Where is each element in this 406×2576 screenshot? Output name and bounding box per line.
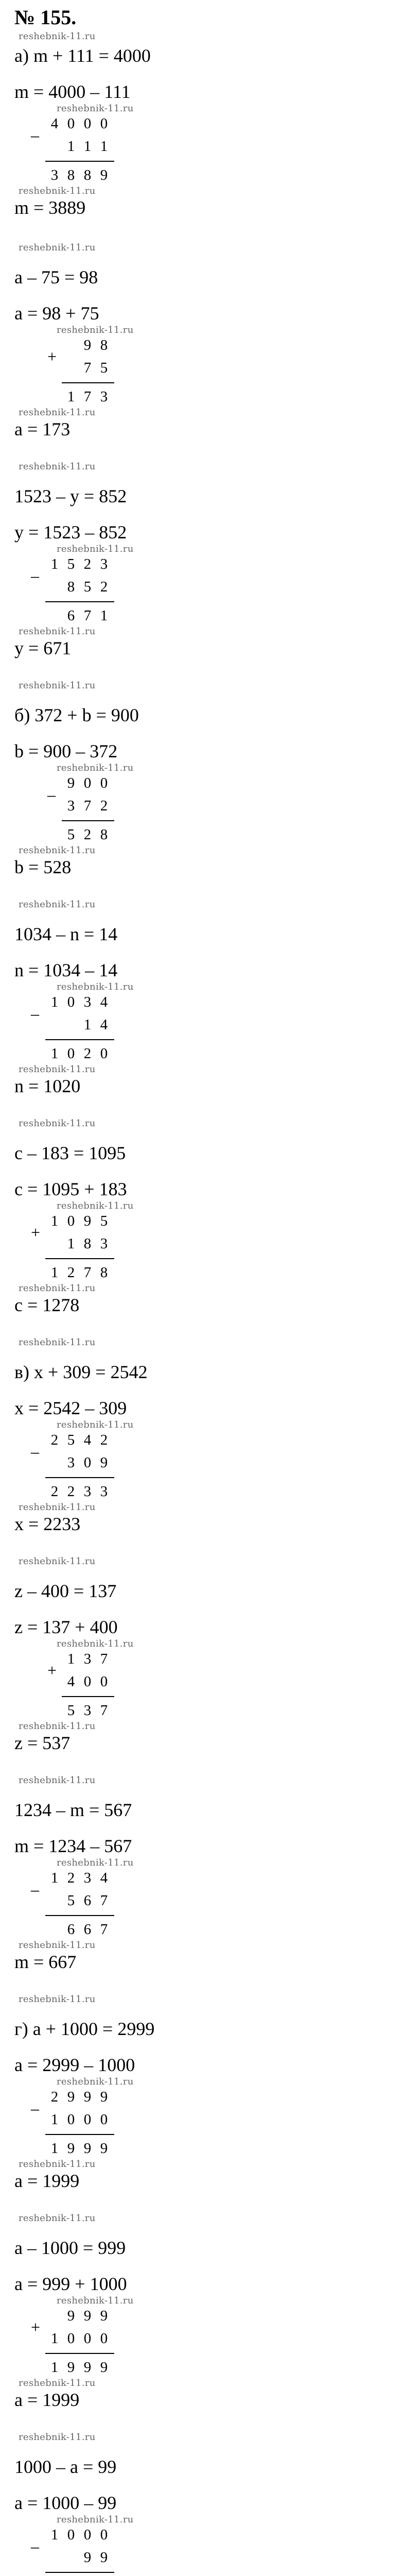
digit: 1 <box>83 138 92 155</box>
digit: 0 <box>100 2527 108 2543</box>
watermark-text: reshebnik-11.ru <box>19 461 96 472</box>
watermark-text: reshebnik-11.ru <box>19 1721 96 1732</box>
digit: 9 <box>83 2089 92 2105</box>
digit: 7 <box>83 1264 92 1281</box>
equation-line: a = 98 + 75 <box>14 303 99 324</box>
sum-line <box>45 2353 114 2354</box>
watermark-text: reshebnik-11.ru <box>57 1200 134 1211</box>
sum-line <box>45 1039 114 1040</box>
watermark-text: reshebnik-11.ru <box>19 1775 96 1786</box>
watermark-text: reshebnik-11.ru <box>19 1283 96 1294</box>
problem-title: № 155. <box>14 6 77 29</box>
digit: 6 <box>67 1921 75 1938</box>
digit: 2 <box>83 1045 92 1062</box>
digit: 5 <box>67 1892 75 1909</box>
watermark-text: reshebnik-11.ru <box>19 899 96 910</box>
digit: 9 <box>83 2140 92 2157</box>
digit: 2 <box>50 1432 59 1448</box>
equation-line: b = 528 <box>14 857 72 877</box>
digit: 3 <box>83 1651 92 1667</box>
sum-line <box>62 820 114 821</box>
digit: 1 <box>50 2330 59 2347</box>
minus-sign: – <box>47 785 56 804</box>
digit: 7 <box>100 1702 108 1719</box>
equation-line: a = 173 <box>14 419 70 439</box>
watermark-text: reshebnik-11.ru <box>19 1118 96 1129</box>
digit: 2 <box>83 556 92 572</box>
equation-line: г) a + 1000 = 2999 <box>14 2019 155 2039</box>
digit: 9 <box>100 2089 108 2105</box>
digit: 1 <box>50 2111 59 2128</box>
equation-line: m = 4000 – 111 <box>14 81 131 102</box>
digit: 2 <box>50 1483 59 1500</box>
digit: 1 <box>50 1264 59 1281</box>
equation-line: y = 671 <box>14 638 72 658</box>
digit: 5 <box>67 826 75 843</box>
digit: 0 <box>100 1673 108 1690</box>
watermark-text: reshebnik-11.ru <box>57 544 134 554</box>
digit: 4 <box>100 1870 108 1886</box>
equation-line: a = 2999 – 1000 <box>14 2055 135 2075</box>
minus-sign: – <box>31 1004 39 1023</box>
digit: 7 <box>83 388 92 405</box>
digit: 1 <box>50 2359 59 2376</box>
sum-line <box>45 601 114 602</box>
watermark-text: reshebnik-11.ru <box>57 2076 134 2087</box>
digit: 2 <box>50 2089 59 2105</box>
digit: 0 <box>100 775 108 791</box>
watermark-text: reshebnik-11.ru <box>57 1419 134 1430</box>
digit: 0 <box>67 994 75 1010</box>
sum-line <box>45 2134 114 2135</box>
digit: 6 <box>83 1921 92 1938</box>
digit: 9 <box>67 2089 75 2105</box>
digit: 5 <box>67 1432 75 1448</box>
digit: 0 <box>100 115 108 132</box>
digit: 5 <box>100 1213 108 1229</box>
digit: 3 <box>83 994 92 1010</box>
digit: 3 <box>67 798 75 814</box>
digit: 0 <box>83 2527 92 2543</box>
digit: 0 <box>100 2330 108 2347</box>
sum-line <box>62 382 114 383</box>
plus-sign: + <box>47 347 57 366</box>
equation-line: 1034 – n = 14 <box>14 924 118 944</box>
watermark-text: reshebnik-11.ru <box>19 1502 96 1513</box>
digit: 1 <box>50 1045 59 1062</box>
digit: 7 <box>100 1921 108 1938</box>
digit: 0 <box>67 2330 75 2347</box>
digit: 5 <box>67 1702 75 1719</box>
watermark-text: reshebnik-11.ru <box>19 31 96 42</box>
sum-line <box>62 1696 114 1697</box>
digit: 9 <box>100 2140 108 2157</box>
digit: 9 <box>83 2549 92 2566</box>
digit: 7 <box>100 1651 108 1667</box>
digit: 7 <box>83 607 92 624</box>
digit: 8 <box>83 1235 92 1252</box>
equation-line: z = 537 <box>14 1733 70 1753</box>
digit: 1 <box>50 2527 59 2543</box>
digit: 0 <box>67 2111 75 2128</box>
digit: 2 <box>100 798 108 814</box>
equation-line: m = 1234 – 567 <box>14 1836 132 1856</box>
digit: 1 <box>67 1235 75 1252</box>
equation-line: z = 137 + 400 <box>14 1617 118 1637</box>
digit: 0 <box>100 1045 108 1062</box>
watermark-text: reshebnik-11.ru <box>19 2159 96 2170</box>
digit: 9 <box>83 2308 92 2324</box>
digit: 1 <box>50 2140 59 2157</box>
watermark-text: reshebnik-11.ru <box>19 1556 96 1567</box>
digit: 9 <box>67 2308 75 2324</box>
digit: 1 <box>67 138 75 155</box>
equation-line: б) 372 + b = 900 <box>14 705 139 725</box>
equation-line: в) x + 309 = 2542 <box>14 1362 148 1382</box>
digit: 9 <box>67 2140 75 2157</box>
digit: 1 <box>100 607 108 624</box>
equation-line: 1234 – m = 567 <box>14 1800 132 1820</box>
minus-sign: – <box>31 2537 39 2555</box>
digit: 1 <box>67 388 75 405</box>
minus-sign: – <box>31 1442 39 1461</box>
digit: 0 <box>100 2111 108 2128</box>
digit: 0 <box>67 1045 75 1062</box>
digit: 9 <box>83 1213 92 1229</box>
digit: 1 <box>50 994 59 1010</box>
watermark-text: reshebnik-11.ru <box>19 185 96 196</box>
digit: 0 <box>83 1454 92 1471</box>
digit: 8 <box>100 826 108 843</box>
watermark-text: reshebnik-11.ru <box>19 626 96 637</box>
sum-line <box>45 1258 114 1259</box>
equation-line: a = 1999 <box>14 2171 80 2191</box>
sum-line <box>45 1915 114 1916</box>
minus-sign: – <box>31 126 39 144</box>
equation-line: c = 1278 <box>14 1295 80 1315</box>
digit: 9 <box>100 2549 108 2566</box>
watermark-text: reshebnik-11.ru <box>57 103 134 114</box>
digit: 0 <box>83 2330 92 2347</box>
digit: 0 <box>83 775 92 791</box>
equation-line: a = 999 + 1000 <box>14 2274 127 2294</box>
digit: 3 <box>67 1454 75 1471</box>
digit: 5 <box>100 360 108 376</box>
watermark-text: reshebnik-11.ru <box>19 1064 96 1075</box>
watermark-text: reshebnik-11.ru <box>19 1940 96 1951</box>
digit: 2 <box>83 826 92 843</box>
digit: 3 <box>83 1870 92 1886</box>
watermark-text: reshebnik-11.ru <box>19 845 96 856</box>
digit: 1 <box>67 1651 75 1667</box>
digit: 2 <box>100 1432 108 1448</box>
digit: 9 <box>83 337 92 353</box>
plus-sign: + <box>31 2318 41 2336</box>
equation-line: m = 667 <box>14 1952 77 1972</box>
digit: 0 <box>83 2111 92 2128</box>
digit: 4 <box>67 1673 75 1690</box>
watermark-text: reshebnik-11.ru <box>19 680 96 691</box>
equation-line: b = 900 – 372 <box>14 741 118 761</box>
watermark-text: reshebnik-11.ru <box>57 762 134 773</box>
plus-sign: + <box>31 1223 41 1242</box>
watermark-text: reshebnik-11.ru <box>57 325 134 335</box>
watermark-text: reshebnik-11.ru <box>19 2432 96 2443</box>
equation-line: m = 3889 <box>14 197 86 218</box>
equation-line: c = 1095 + 183 <box>14 1179 127 1199</box>
digit: 9 <box>100 2359 108 2376</box>
digit: 2 <box>67 1264 75 1281</box>
watermark-text: reshebnik-11.ru <box>57 1638 134 1649</box>
digit: 8 <box>100 337 108 353</box>
digit: 4 <box>83 1432 92 1448</box>
digit: 7 <box>83 360 92 376</box>
digit: 0 <box>83 115 92 132</box>
minus-sign: – <box>31 566 39 585</box>
equation-line: а) m + 111 = 4000 <box>14 45 151 66</box>
digit: 1 <box>50 1213 59 1229</box>
equation-line: a – 75 = 98 <box>14 267 98 287</box>
watermark-text: reshebnik-11.ru <box>57 1857 134 1868</box>
digit: 3 <box>100 388 108 405</box>
digit: 1 <box>83 1016 92 1033</box>
equation-line: n = 1034 – 14 <box>14 960 118 980</box>
equation-line: 1523 – y = 852 <box>14 486 127 506</box>
digit: 1 <box>50 556 59 572</box>
equation-line: z – 400 = 137 <box>14 1581 117 1601</box>
digit: 5 <box>67 556 75 572</box>
digit: 8 <box>83 167 92 183</box>
sum-line <box>45 1477 114 1478</box>
equation-line: a = 1999 <box>14 2389 80 2410</box>
digit: 4 <box>100 1016 108 1033</box>
digit: 8 <box>67 579 75 595</box>
equation-line: n = 1020 <box>14 1076 81 1096</box>
digit: 1 <box>50 1870 59 1886</box>
digit: 0 <box>83 1673 92 1690</box>
equation-line: 1000 – a = 99 <box>14 2456 117 2477</box>
watermark-text: reshebnik-11.ru <box>57 981 134 992</box>
digit: 3 <box>100 556 108 572</box>
equation-line: x = 2542 – 309 <box>14 1398 127 1418</box>
sum-line <box>45 2572 114 2573</box>
equation-line: x = 2233 <box>14 1514 81 1534</box>
digit: 8 <box>67 167 75 183</box>
digit: 8 <box>100 1264 108 1281</box>
equation-line: a = 1000 – 99 <box>14 2493 117 2513</box>
minus-sign: – <box>31 2099 39 2117</box>
digit: 4 <box>50 115 59 132</box>
watermark-text: reshebnik-11.ru <box>19 2213 96 2224</box>
equation-line: y = 1523 – 852 <box>14 522 127 543</box>
digit: 1 <box>100 138 108 155</box>
watermark-text: reshebnik-11.ru <box>19 242 96 253</box>
watermark-text: reshebnik-11.ru <box>19 1994 96 2005</box>
digit: 7 <box>100 1892 108 1909</box>
digit: 4 <box>100 994 108 1010</box>
digit: 2 <box>100 579 108 595</box>
digit: 9 <box>83 2359 92 2376</box>
digit: 3 <box>100 1235 108 1252</box>
watermark-text: reshebnik-11.ru <box>19 2378 96 2388</box>
digit: 3 <box>83 1702 92 1719</box>
equation-line: a – 1000 = 999 <box>14 2238 126 2258</box>
digit: 5 <box>83 579 92 595</box>
equation-line: c – 183 = 1095 <box>14 1143 126 1163</box>
digit: 7 <box>83 798 92 814</box>
sum-line <box>45 161 114 162</box>
digit: 0 <box>67 115 75 132</box>
digit: 9 <box>100 2308 108 2324</box>
watermark-text: reshebnik-11.ru <box>57 2514 134 2525</box>
digit: 9 <box>100 1454 108 1471</box>
digit: 3 <box>83 1483 92 1500</box>
digit: 9 <box>67 2359 75 2376</box>
watermark-text: reshebnik-11.ru <box>19 407 96 418</box>
digit: 9 <box>67 775 75 791</box>
digit: 9 <box>100 167 108 183</box>
digit: 2 <box>67 1483 75 1500</box>
digit: 6 <box>83 1892 92 1909</box>
plus-sign: + <box>47 1661 57 1680</box>
digit: 0 <box>67 2527 75 2543</box>
minus-sign: – <box>31 1880 39 1899</box>
digit: 3 <box>100 1483 108 1500</box>
watermark-text: reshebnik-11.ru <box>19 1337 96 1348</box>
digit: 6 <box>67 607 75 624</box>
watermark-text: reshebnik-11.ru <box>57 2295 134 2306</box>
digit: 3 <box>50 167 59 183</box>
digit: 2 <box>67 1870 75 1886</box>
digit: 0 <box>67 1213 75 1229</box>
